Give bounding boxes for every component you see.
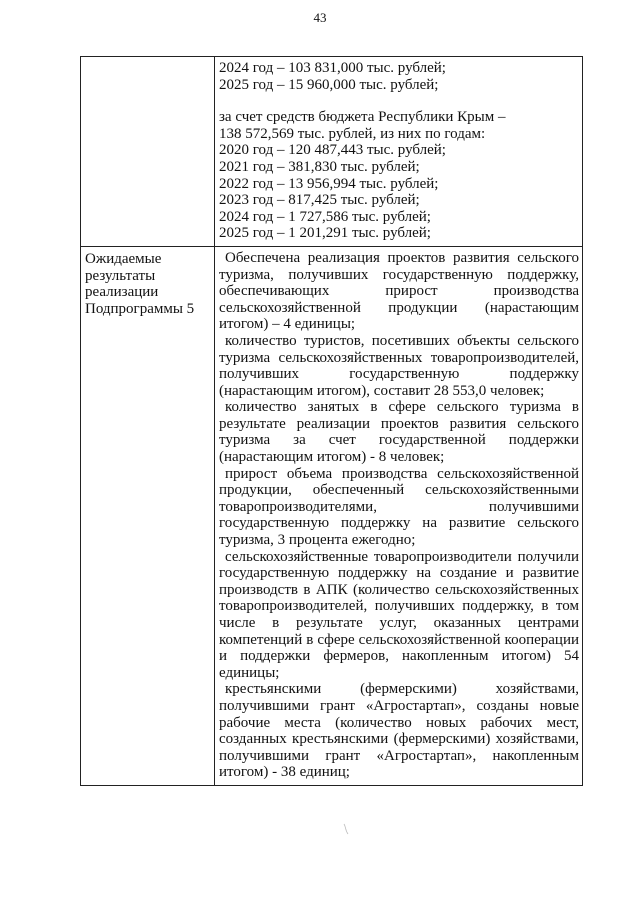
results-label-line: Подпрограммы 5 [85,300,195,317]
expected-results-label-cell [81,246,215,785]
financing-row [81,57,583,247]
financing-line-2025: 2025 год – 15 960,000 тыс. рублей; [219,76,439,93]
financing-line-2024: 2024 год – 103 831,000 тыс. рублей; [219,60,446,76]
result-item: прирост объема производства сельскохозяйственной продукции, обеспеченный сельскохозяйственными товаропроизводителями, получившими государственную поддержку на развитие сельского туризма, 3 процента ежегодно; [219,465,579,549]
expected-results-value-cell [215,246,583,785]
result-item: количество туристов, посетивших объекты сельского туризма сельскохозяйственных товаропроизводителей, получивших государственную поддержку (нарастающим итогом), составит 28 553,0 человек; [219,332,579,399]
crimea-budget-total: 138 572,569 тыс. рублей, из них по годам: [219,125,486,142]
result-item: Обеспечена реализация проектов развития сельского туризма, получивших государственную поддержку, обеспечивающих прирост производства сельскохозяйственной продукции (нарастающим итогом) – 4 единицы; [219,249,579,333]
financing-value-cell [215,57,583,247]
results-label-line: реализации [85,284,159,301]
crimea-budget-2025: 2025 год – 1 201,291 тыс. рублей; [219,225,431,242]
results-label-line: Ожидаемые [85,250,162,267]
crimea-budget-2020: 2020 год – 120 487,443 тыс. рублей; [219,142,446,159]
results-label-line: результаты [85,267,156,284]
expected-results-row [81,246,583,785]
result-item: количество занятых в сфере сельского туризма в результате реализации проектов развития сельского туризма за счет государственной поддержки (нарастающим итогом) - 8 человек; [219,399,579,466]
crimea-budget-2023: 2023 год – 817,425 тыс. рублей; [219,192,420,209]
result-item: крестьянскими (фермерскими) хозяйствами, получившими грант «Агростартап», созданы новые рабочие места (количество новых рабочих мест, созданных крестьянскими (фермерскими) хозяйствами, получившими грант «Агростартап», накопленным итогом) - 38 единиц; [219,681,579,781]
pen-mark [340,822,354,836]
crimea-budget-2022: 2022 год – 13 956,994 тыс. рублей; [219,175,439,192]
crimea-budget-2024: 2024 год – 1 727,586 тыс. рублей; [219,208,431,225]
financing-label-cell [81,57,215,247]
crimea-budget-2021: 2021 год – 381,830 тыс. рублей; [219,158,420,175]
page-number: 43 [313,10,327,25]
crimea-budget-intro: за счет средств бюджета Республики Крым – [219,109,506,126]
paragraph-gap [219,93,579,109]
result-item: сельскохозяйственные товаропроизводители получили государственную поддержку на создание и развитие производств в АПК (количество сельскохозяйственных товаропроизводителей, получивших поддержку, в том числе в результате услуг, оказанных центрами компетенций в сфере сельскохозяйственной кооперации и поддержки фермеров, накопленным итогом) 54 единицы; [219,548,579,681]
subprogram-passport-table [80,56,583,786]
